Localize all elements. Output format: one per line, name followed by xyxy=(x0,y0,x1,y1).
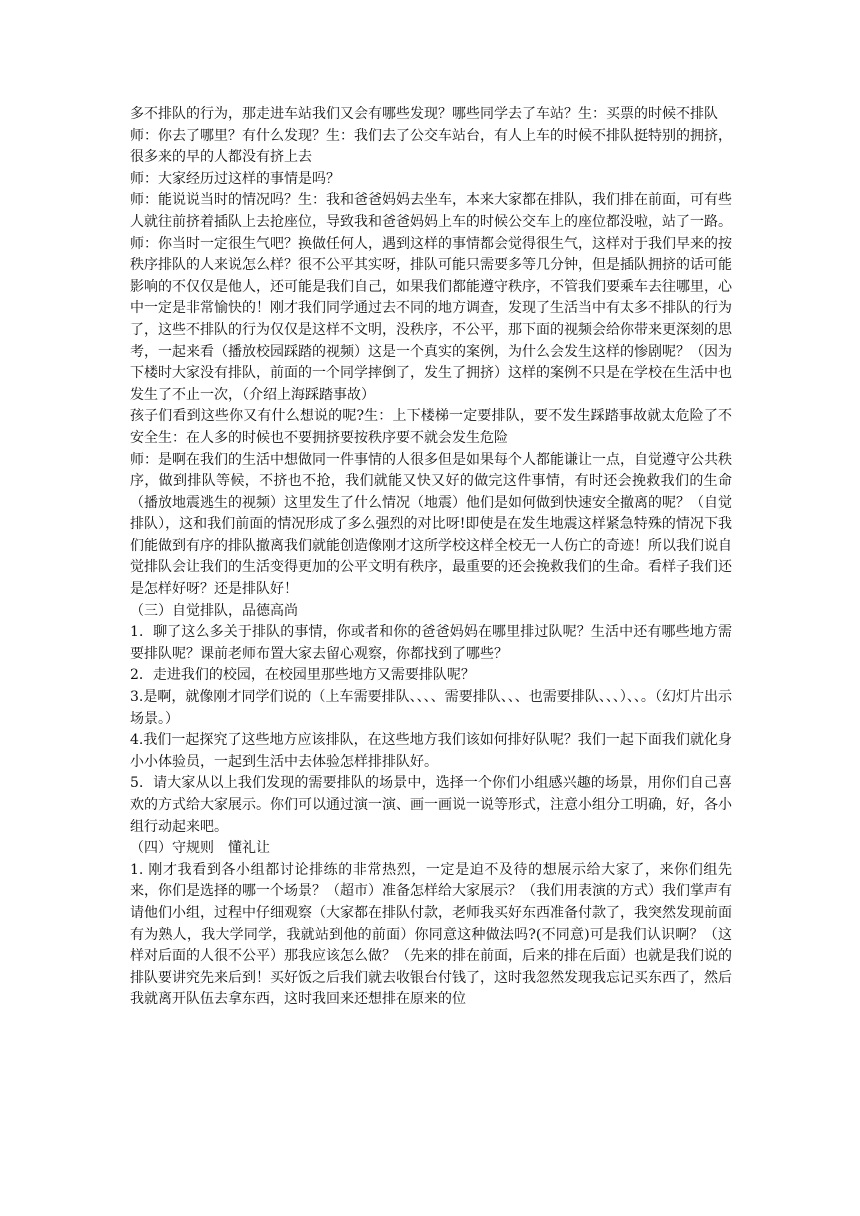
paragraph-12: 4.我们一起探究了这些地方应该排队，在这些地方我们该如何排好队呢？我们一起下面我们就化身小小体验员，一起到生活中去体验怎样排排队好。 xyxy=(130,732,732,770)
section-heading-4: （四）守规则 懂礼让 xyxy=(130,840,270,857)
paragraph-7: 师：是啊在我们的生活中想做同一件事情的人很多但是如果每个人都能谦让一点，自觉遵守公共秩序，做到排队等候，不挤也不抢，我们就能又快又好的做完这件事情，有时还会挽救我们的生命（播放地震逃生的视频）这里发生了什么情况（地震）他们是如何做到快速安全撤离的呢？（自觉排队），这和我们前面的情况形成了多么强烈的对比呀!即使是在发生地震这样紧急特殊的情况下我们能做到有序的排队撤离我们就能创造像刚才这所学校这样全校无一人伤亡的奇迹！所以我们说自觉排队会让我们的生活变得更加的公平文明有秩序，最重要的还会挽救我们的生命。看样子我们还是怎样好呀？还是排队好！ xyxy=(130,451,732,598)
document-body xyxy=(130,104,732,1011)
section-heading-3: （三）自觉排队，品德高尚 xyxy=(130,602,298,619)
paragraph-5: 师：你当时一定很生气吧？换做任何人，遇到这样的事情都会觉得很生气，这样对于我们早来的按秩序排队的人来说怎么样？很不公平其实呀，排队可能只需要多等几分钟，但是插队拥挤的话可能影响的不仅仅是他人，还可能是我们自己，如果我们都能遵守秩序，不管我们要乘车去往哪里，心中一定是非常愉快的！刚才我们同学通过去不同的地方调查，发现了生活当中有太多不排队的行为了，这些不排队的行为仅仅是这样不文明，没秩序，不公平，那下面的视频会给你带来更深刻的思考，一起来看（播放校园踩踏的视频）这是一个真实的案例，为什么会发生这样的惨剧呢？（因为下楼时大家没有排队，前面的一个同学摔倒了，发生了拥挤）这样的案例不只是在学校在生活中也发生了不止一次，（介绍上海踩踏事故） xyxy=(130,235,732,403)
paragraph-3: 师：大家经历过这样的事情是吗？ xyxy=(130,170,340,187)
paragraph-10: 2．走进我们的校园，在校园里那些地方又需要排队呢？ xyxy=(130,667,475,684)
paragraph-2: 师：你去了哪里？有什么发现？生：我们去了公交车站台，有人上车的时候不排队挺特别的拥挤，很多来的早的人都没有挤上去 xyxy=(130,127,732,166)
paragraph-15: 1. 刚才我看到各小组都讨论排练的非常热烈，一定是迫不及待的想展示给大家了，来你们组先来，你们是选择的哪一个场景？（超市）准备怎样给大家展示？（我们用表演的方式）我们掌声有请他们小组，过程中仔细观察（大家都在排队付款，老师我买好东西准备付款了，我突然发现前面有为熟人，我大学同学，我就站到他的前面）你同意这种做法吗?(不同意)可是我们认识啊？（这样对后面的人很不公平）那我应该怎么做？（先来的排在前面，后来的排在后面）也就是我们说的排队要讲究先来后到！买好饭之后我们就去收银台付钱了，这时我忽然发现我忘记买东西了，然后我就离开队伍去拿东西，这时我回来还想排在原来的位 xyxy=(130,861,732,1008)
paragraph-11: 3.是啊，就像刚才同学们说的（上车需要排队、、、、需要排队、、、也需要排队、、、）、、。（幻灯片出示场景。） xyxy=(130,689,732,727)
paragraph-6: 孩子们看到这些你又有什么想说的呢?生：上下楼梯一定要排队，要不发生踩踏事故就太危险了不安全生：在人多的时候也不要拥挤要按秩序要不就会发生危险 xyxy=(130,408,732,446)
paragraph-13: 5．请大家从以上我们发现的需要排队的场景中，选择一个你们小组感兴趣的场景，用你们自己喜欢的方式给大家展示。你们可以通过演一演、画一画说一说等形式，注意小组分工明确，好，各小组行动起来吧。 xyxy=(130,775,732,835)
paragraph-1: 多不排队的行为，那走进车站我们又会有哪些发现？哪些同学去了车站？生：买票的时候不排队 xyxy=(130,106,718,122)
paragraph-4: 师：能说说当时的情况吗？生：我和爸爸妈妈去坐车，本来大家都在排队，我们排在前面，可有些人就往前挤着插队上去抢座位，导致我和爸爸妈妈上车的时候公交车上的座位都没啦，站了一路。 xyxy=(130,192,732,230)
paragraph-9: 1．聊了这么多关于排队的事情，你或者和你的爸爸妈妈在哪里排过队呢？生活中还有哪些地方需要排队呢？课前老师布置大家去留心观察，你都找到了哪些？ xyxy=(130,624,732,662)
